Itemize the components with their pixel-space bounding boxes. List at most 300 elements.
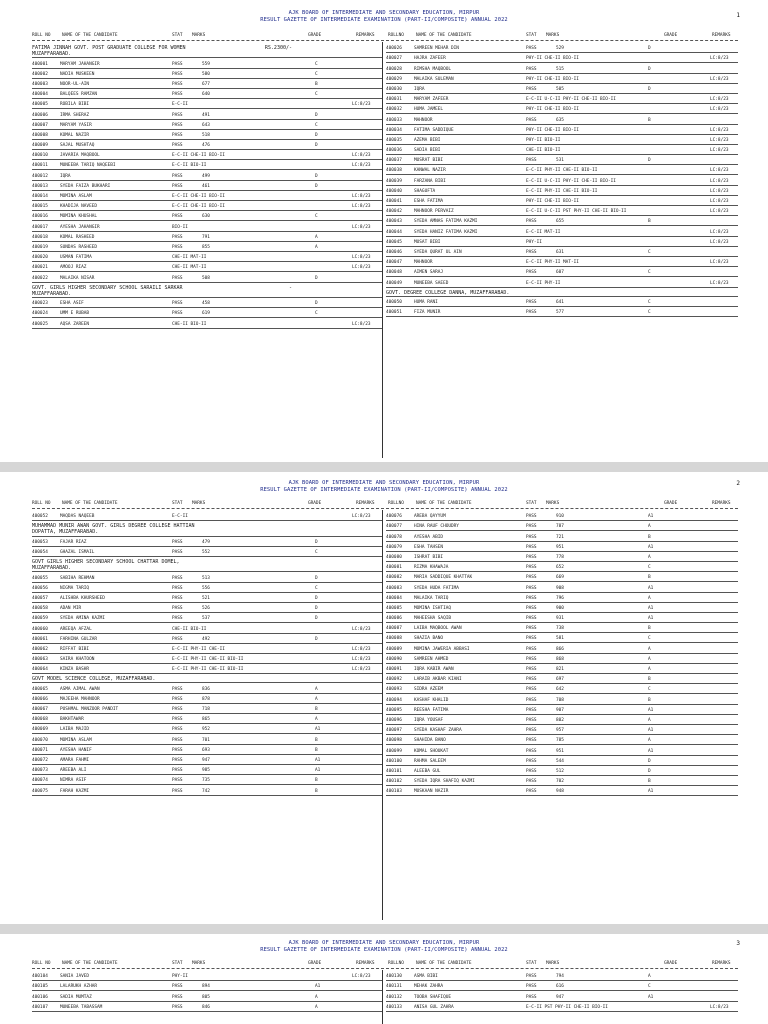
college-location: DOPATTA, MUZAFFARABAD. xyxy=(32,529,99,536)
roll-no: 400023 xyxy=(32,301,48,307)
status: PASS xyxy=(172,616,183,622)
roll-no: 400047 xyxy=(386,260,402,266)
col-stat: STAT xyxy=(172,961,183,966)
result-row xyxy=(386,1002,738,1012)
col-grade-2: GRADE xyxy=(664,961,678,966)
roll-no: 400048 xyxy=(386,270,402,276)
grade: B xyxy=(648,117,651,123)
marks: 947 xyxy=(202,757,210,763)
result-row xyxy=(32,272,382,282)
marks: 900 xyxy=(556,605,564,611)
roll-no: 400058 xyxy=(32,606,48,612)
results-right-column xyxy=(386,43,738,317)
roll-no: 400032 xyxy=(386,107,402,113)
marks: 607 xyxy=(556,270,564,276)
status: PASS xyxy=(172,696,183,702)
grade: A1 xyxy=(648,605,654,611)
remarks: LC:8/23 xyxy=(710,76,729,82)
gazette-page-2 xyxy=(0,472,768,924)
result-row xyxy=(32,991,382,1001)
col-stat: STAT xyxy=(172,501,183,506)
marks: 894 xyxy=(202,984,210,990)
candidate-name: SYEDA AMNAS FATIMA KAZMI xyxy=(414,219,478,225)
grade: D xyxy=(648,66,651,72)
grade: A xyxy=(648,667,651,672)
result-row xyxy=(32,120,382,130)
marks: 957 xyxy=(556,728,564,734)
candidate-name: SADIA MUMTAZ xyxy=(60,994,92,1000)
grade: A1 xyxy=(648,748,654,754)
marks: 785 xyxy=(556,738,564,744)
result-row xyxy=(386,84,738,94)
status: PASS xyxy=(172,234,183,240)
candidate-name: RIFFAT BIBI xyxy=(60,646,90,652)
remarks: LC:8/23 xyxy=(352,626,371,632)
remarks: LC:8/23 xyxy=(710,127,729,133)
roll-no: 400003 xyxy=(32,81,48,87)
candidate-name: BAKHTAWAR xyxy=(60,717,84,723)
status: E-C-II U-C-II PHY-II CHE-II BIO-II xyxy=(526,178,616,184)
candidate-name: FARAH KAZMI xyxy=(60,788,90,794)
col-roll-no: ROLL NO xyxy=(32,501,51,506)
status: PASS xyxy=(526,738,537,744)
marks: 821 xyxy=(556,667,564,672)
result-row xyxy=(386,776,738,786)
grade: C xyxy=(315,61,318,67)
marks: 491 xyxy=(202,112,210,118)
status: PASS xyxy=(172,727,183,733)
candidate-name: SAIRA KHATOON xyxy=(60,657,95,663)
status: PASS xyxy=(526,779,537,785)
result-row xyxy=(386,582,738,592)
marks: 866 xyxy=(556,646,564,652)
candidate-name: SIDRA AZEEM xyxy=(414,687,444,693)
col-roll-no: ROLL NO xyxy=(32,961,51,966)
candidate-name: IRMA SHERAZ xyxy=(60,112,90,118)
roll-no: 400059 xyxy=(32,616,48,622)
grade: D xyxy=(315,275,318,281)
candidate-name: ESHA ASIF xyxy=(60,301,84,307)
roll-no: 400068 xyxy=(32,717,48,723)
result-row xyxy=(386,593,738,603)
roll-no: 400008 xyxy=(32,132,48,138)
marks: 461 xyxy=(202,183,210,189)
col-marks: MARKS xyxy=(192,961,206,966)
column-divider xyxy=(382,510,383,920)
candidate-name: ASMA AJMAL AWAN xyxy=(60,686,100,692)
grade: A xyxy=(648,738,651,744)
candidate-name: MAHNOOR PERVAIZ xyxy=(414,209,454,215)
grade: B xyxy=(648,534,651,540)
result-row xyxy=(32,140,382,150)
roll-no: 400002 xyxy=(32,71,48,77)
remarks: LC:8/23 xyxy=(352,102,371,108)
roll-no: 400132 xyxy=(386,994,402,1000)
grade: D xyxy=(315,575,318,581)
result-row xyxy=(386,267,738,277)
roll-no: 400009 xyxy=(32,143,48,149)
roll-no: 400103 xyxy=(386,789,402,795)
marks: 577 xyxy=(556,310,564,316)
marks: 794 xyxy=(556,974,564,980)
college-location: MUZAFFARABAD. xyxy=(32,51,72,58)
status: PASS xyxy=(172,606,183,612)
roll-no: 400131 xyxy=(386,984,402,990)
marks: 655 xyxy=(556,219,564,225)
marks: 669 xyxy=(556,575,564,581)
marks: 778 xyxy=(556,554,564,560)
result-row xyxy=(32,654,382,664)
grade: A xyxy=(315,1004,318,1010)
grade: D xyxy=(315,143,318,149)
candidate-name: LAIBA MAQBOOL AWAN xyxy=(414,626,462,632)
status: PASS xyxy=(526,299,537,305)
status: E-C-II PHY-II CHE-II BIO-II xyxy=(526,188,598,194)
status: PASS xyxy=(526,544,537,550)
col-grade: GRADE xyxy=(308,33,322,38)
roll-no: 400102 xyxy=(386,779,402,785)
remarks: LC:8/23 xyxy=(352,657,371,663)
col-remarks-2: REMARKS xyxy=(712,961,731,966)
status: E-C-II PHY-II CHE-II BIO-II xyxy=(526,168,598,174)
candidate-name: AREEBA ALI xyxy=(60,768,87,774)
grade: C xyxy=(648,687,651,693)
col-name-2: NAME OF THE CANDIDATE xyxy=(416,33,472,38)
grade: C xyxy=(315,71,318,77)
marks: 521 xyxy=(202,595,210,601)
status: E-C-II CHE-II BIO-II xyxy=(172,204,225,210)
roll-no: 400088 xyxy=(386,636,402,642)
candidate-name: KOMAL NAZIR xyxy=(60,132,90,138)
remarks: LC:8/23 xyxy=(352,265,371,271)
result-row xyxy=(386,196,738,206)
roll-no: 400056 xyxy=(32,585,48,591)
roll-no: 400018 xyxy=(32,234,48,240)
col-marks: MARKS xyxy=(192,33,206,38)
result-row xyxy=(386,257,738,267)
marks: 718 xyxy=(202,707,210,713)
remarks: LC:8/23 xyxy=(352,974,371,980)
marks: 951 xyxy=(556,748,564,754)
col-remarks-2: REMARKS xyxy=(712,501,731,506)
status: PASS xyxy=(526,626,537,632)
marks: 631 xyxy=(556,249,564,255)
col-grade: GRADE xyxy=(308,501,322,506)
result-row xyxy=(32,252,382,262)
marks: 951 xyxy=(556,544,564,550)
col-name: NAME OF THE CANDIDATE xyxy=(62,33,118,38)
status: PASS xyxy=(526,117,537,123)
college-name: GOVT MODEL SCIENCE COLLEGE, MUZAFFARABAD. xyxy=(32,676,156,683)
remarks: LC:8/23 xyxy=(352,224,371,230)
roll-no: 400077 xyxy=(386,524,402,530)
col-marks-2: MARKS xyxy=(546,33,560,38)
candidate-name: MOMINA ASLAM xyxy=(60,194,92,200)
grade: D xyxy=(315,636,318,642)
col-marks-2: MARKS xyxy=(546,501,560,506)
marks: 544 xyxy=(556,758,564,764)
status: E-C-II MAT-II xyxy=(526,229,561,235)
roll-no: 400090 xyxy=(386,656,402,662)
grade: D xyxy=(315,183,318,189)
roll-no: 400080 xyxy=(386,554,402,560)
candidate-name: MUSRAT BIBI xyxy=(414,158,444,164)
candidate-name: MARYAM JAHANGIR xyxy=(60,61,100,67)
result-row xyxy=(32,170,382,180)
grade: C xyxy=(648,249,651,255)
grade: A1 xyxy=(648,544,654,550)
grade: B xyxy=(315,747,318,753)
result-row xyxy=(386,125,738,135)
roll-no: 400026 xyxy=(386,46,402,52)
candidate-name: SANIA JAVED xyxy=(60,974,90,980)
marks: 742 xyxy=(202,788,210,794)
roll-no: 400079 xyxy=(386,544,402,550)
grade: B xyxy=(648,697,651,703)
candidate-name: LALARUKH AZHAR xyxy=(60,984,98,990)
status: E-C-II BIO-II xyxy=(172,163,207,169)
col-remarks-2: REMARKS xyxy=(712,33,731,38)
candidate-name: MAQDAS NAQEEB xyxy=(60,514,95,520)
candidate-name: UMM E RUBAB xyxy=(60,311,90,317)
remarks: LC:8/23 xyxy=(710,229,729,235)
result-row xyxy=(386,756,738,766)
candidate-name: MARIA SADDIQUE KHATTAK xyxy=(414,575,473,581)
roll-no: 400039 xyxy=(386,178,402,184)
marks: 947 xyxy=(556,994,564,1000)
marks: 805 xyxy=(202,994,210,1000)
marks: 738 xyxy=(556,626,564,632)
result-row xyxy=(386,104,738,114)
roll-no: 400004 xyxy=(32,92,48,98)
roll-no: 400106 xyxy=(32,994,48,1000)
status: E-C-II PHY-II CHE-II BIO-II xyxy=(172,667,244,673)
column-header xyxy=(32,961,738,968)
grade: A xyxy=(315,234,318,240)
status: PASS xyxy=(526,554,537,560)
column-header xyxy=(32,33,738,40)
result-row xyxy=(386,237,738,247)
roll-no: 400014 xyxy=(32,194,48,200)
candidate-name: SABIHA REHMAN xyxy=(60,575,95,581)
remarks: LC:8/23 xyxy=(710,56,729,62)
candidate-name: ESHA FATIMA xyxy=(414,199,444,204)
status: PASS xyxy=(172,778,183,784)
status: E-C-II xyxy=(172,514,188,520)
candidate-name: HUMA JAMEEL xyxy=(414,107,444,113)
grade: D xyxy=(315,112,318,118)
grade: A xyxy=(315,686,318,692)
status: PASS xyxy=(526,667,537,672)
result-row xyxy=(386,94,738,104)
roll-no: 400043 xyxy=(386,219,402,225)
results-left-column xyxy=(32,43,382,329)
roll-no: 400016 xyxy=(32,214,48,220)
result-row xyxy=(32,308,382,318)
candidate-name: AYESHA HANIF xyxy=(60,747,92,753)
marks: 616 xyxy=(556,984,564,990)
marks: 721 xyxy=(556,534,564,540)
roll-no: 400078 xyxy=(386,534,402,540)
candidate-name: SHAZIA BANO xyxy=(414,636,444,642)
roll-no: 400020 xyxy=(32,255,48,261)
result-row xyxy=(386,247,738,257)
grade: A xyxy=(315,696,318,702)
candidate-name: ALISHBA KHURSHEED xyxy=(60,595,105,601)
grade: A1 xyxy=(315,727,321,733)
candidate-name: KHADIJA NAVEED xyxy=(60,204,98,210)
candidate-name: IQRA xyxy=(60,173,71,179)
roll-no: 400101 xyxy=(386,768,402,774)
grade: A1 xyxy=(648,585,654,591)
results-left-column xyxy=(32,511,382,796)
grade: D xyxy=(315,301,318,307)
grade: C xyxy=(648,636,651,642)
roll-no: 400069 xyxy=(32,727,48,733)
remarks: LC:8/23 xyxy=(710,107,729,113)
result-row xyxy=(32,262,382,272)
roll-no: 400033 xyxy=(386,117,402,123)
grade: C xyxy=(315,122,318,128)
result-row xyxy=(32,734,382,744)
status: PASS xyxy=(526,575,537,581)
candidate-name: ASMA BIBI xyxy=(414,974,438,980)
results-left-column xyxy=(32,971,382,1012)
gazette-page-3 xyxy=(0,934,768,1024)
candidate-name: SADIA BIBI xyxy=(414,148,441,154)
marks: 458 xyxy=(202,301,210,307)
roll-no: 400046 xyxy=(386,249,402,255)
roll-no: 400050 xyxy=(386,299,402,305)
candidate-name: AYESHA ABID xyxy=(414,534,444,540)
status: PASS xyxy=(526,534,537,540)
result-row xyxy=(386,114,738,124)
candidate-name: KINZA BASHR xyxy=(60,667,90,673)
grade: A1 xyxy=(315,768,321,774)
marks: 518 xyxy=(202,132,210,138)
status: PASS xyxy=(172,994,183,1000)
status: PASS xyxy=(526,768,537,774)
roll-no: 400030 xyxy=(386,86,402,92)
status: PASS xyxy=(526,656,537,662)
status: PHY-II CHE-II BIO-II xyxy=(526,56,579,62)
marks: 499 xyxy=(202,173,210,179)
candidate-name: ESHA TAHSEN xyxy=(414,544,444,550)
college-name: FATIMA JINNAH GOVT. POST GRADUATE COLLEGE FOR WOMEN xyxy=(32,45,186,51)
status: E-C-II PST PHY-II CHE-II BIO-II xyxy=(526,1004,608,1010)
roll-no: 400091 xyxy=(386,667,402,672)
grade: D xyxy=(648,86,651,92)
results-right-column xyxy=(386,971,738,1012)
candidate-name: SHAHIDA BANO xyxy=(414,738,446,744)
status: PASS xyxy=(526,565,537,571)
marks: 479 xyxy=(202,539,210,545)
marks: 697 xyxy=(556,677,564,683)
result-row xyxy=(386,735,738,745)
roll-no: 400028 xyxy=(386,66,402,72)
marks: 505 xyxy=(556,86,564,92)
grade: A xyxy=(648,554,651,560)
college-name: GOVT. GIRLS HIGHER SECONDARY SCHOOL SARAILI SARKAR xyxy=(32,284,183,291)
marks: 652 xyxy=(556,565,564,571)
status: PASS xyxy=(526,605,537,611)
status: PASS xyxy=(172,595,183,601)
candidate-name: NOOR-UL-AIN xyxy=(60,81,90,87)
college-heading xyxy=(386,288,738,297)
status: PASS xyxy=(172,788,183,794)
status: PASS xyxy=(172,717,183,723)
status: PASS xyxy=(172,244,183,250)
roll-no: 400074 xyxy=(32,778,48,784)
candidate-name: IQRA YOUSAF xyxy=(414,717,444,723)
result-row xyxy=(32,765,382,775)
col-remarks: REMARKS xyxy=(356,961,375,966)
grade: A xyxy=(648,974,651,980)
candidate-name: MOMINA KHUSHAL xyxy=(60,214,98,220)
status: E-C-II PHY-II MAT-II xyxy=(526,260,579,266)
roll-no: 400062 xyxy=(32,646,48,652)
roll-no: 400011 xyxy=(32,163,48,169)
result-row xyxy=(32,775,382,785)
grade: B xyxy=(648,626,651,632)
grade: B xyxy=(315,707,318,713)
candidate-name: SHAGUFTA xyxy=(414,188,436,194)
marks: 865 xyxy=(202,717,210,723)
candidate-name: SYEDA KASHAF ZAHRA xyxy=(414,728,462,734)
col-rollno-2: ROLLNO xyxy=(388,501,404,506)
roll-no: 400085 xyxy=(386,605,402,611)
result-row xyxy=(386,684,738,694)
status: CHE-II BIO-II xyxy=(172,626,207,632)
grade: A xyxy=(648,656,651,662)
status: E-C-II CHE-II BIO-II xyxy=(172,194,225,200)
roll-no: 400007 xyxy=(32,122,48,128)
marks: 552 xyxy=(202,549,210,555)
result-row xyxy=(386,613,738,623)
status: PASS xyxy=(172,122,183,128)
result-row xyxy=(32,593,382,603)
roll-no: 400073 xyxy=(32,768,48,774)
status: CHE-II MAT-II xyxy=(172,265,207,271)
candidate-name: MAJEEHA MAHNOOR xyxy=(60,696,100,702)
candidate-name: MOMINA JAWERIA ABBASI xyxy=(414,646,470,652)
result-row xyxy=(32,201,382,211)
status: PASS xyxy=(526,974,537,980)
status: CHE-II BIO-II xyxy=(526,148,561,154)
result-row xyxy=(386,63,738,73)
result-row xyxy=(386,277,738,287)
result-row xyxy=(32,694,382,704)
result-row xyxy=(386,991,738,1001)
status: PASS xyxy=(172,575,183,581)
status: PASS xyxy=(526,270,537,276)
candidate-name: SYEDA FAIZA BUKHARI xyxy=(60,183,111,189)
roll-no: 400067 xyxy=(32,707,48,713)
result-row xyxy=(32,613,382,623)
candidate-name: BALQEES RAMZAN xyxy=(60,92,98,98)
remarks: LC:8/23 xyxy=(710,148,729,154)
status: PASS xyxy=(172,984,183,990)
col-stat-2: STAT xyxy=(526,961,537,966)
result-row xyxy=(386,216,738,226)
status: PASS xyxy=(172,311,183,317)
roll-no: 400019 xyxy=(32,244,48,250)
remarks: LC:8/23 xyxy=(710,199,729,204)
roll-no: 400075 xyxy=(32,788,48,794)
marks: 796 xyxy=(556,595,564,601)
status: PASS xyxy=(526,86,537,92)
candidate-name: ANISA GUL ZAHRA xyxy=(414,1004,454,1010)
